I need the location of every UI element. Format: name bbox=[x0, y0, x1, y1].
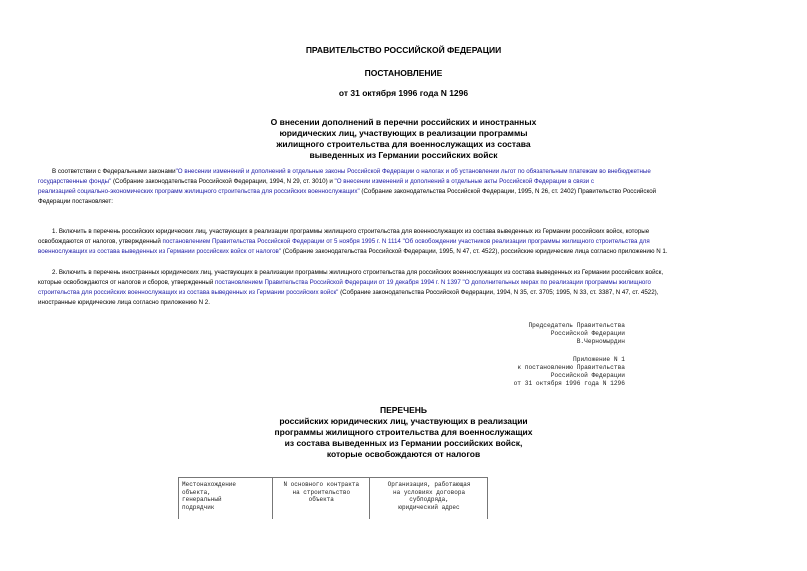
header-text: Организация, работающая bbox=[387, 481, 471, 488]
appendix-date: от 31 октября 1996 года N 1296 bbox=[513, 380, 625, 387]
law-link-taxes-cont[interactable]: государственные фонды" bbox=[38, 178, 112, 185]
resolution-link-1397-cont[interactable]: строительства для российских военнослужащих из состава выведенных из Германии российских войск" bbox=[38, 289, 339, 296]
signer-name: В.Черномырдин bbox=[576, 338, 625, 345]
appendix-ref: к постановлению Правительства bbox=[517, 364, 625, 371]
resolution-link-1114[interactable]: постановлением Правительства Российской Федерации от 5 ноября 1995 г. N 1114 "Об освобождении участников реализации программы жилищного строительства для bbox=[162, 238, 650, 245]
header-text: объекта bbox=[308, 496, 334, 503]
appendix-header bbox=[470, 356, 625, 388]
table-header-location bbox=[179, 478, 273, 520]
header-text: субподряда, bbox=[409, 496, 449, 503]
header-text: подрядчик bbox=[182, 503, 215, 511]
item-2-text: которые освобождаются от налогов и сборов, утвержденный bbox=[38, 279, 216, 286]
item-1-text: освобождаются от налогов, утвержденный bbox=[38, 238, 163, 245]
preamble-text: Федерации постановляет: bbox=[38, 198, 113, 205]
list-title bbox=[0, 405, 807, 460]
subject-line: О внесении дополнений в перечни российских и иностранных bbox=[270, 117, 537, 127]
header-text: на условиях договора bbox=[393, 488, 466, 496]
subject-line: выведенных из Германии российских войск bbox=[309, 150, 498, 160]
document-type: ПОСТАНОВЛЕНИЕ bbox=[364, 68, 443, 78]
preamble-text: (Собрание законодательства Российской Федерации, 1995, N 26, ст. 2402) Правительство Российской bbox=[359, 188, 657, 195]
table-header-contract bbox=[272, 478, 370, 520]
entities-table bbox=[178, 477, 488, 519]
list-heading: ПЕРЕЧЕНЬ bbox=[379, 405, 427, 415]
document-date-number: от 31 октября 1996 года N 1296 bbox=[338, 88, 469, 98]
signer-org: Российской Федерации bbox=[550, 330, 625, 337]
header-text: на строительство bbox=[292, 488, 351, 496]
header-text: объекта, bbox=[182, 488, 211, 496]
government-title: ПРАВИТЕЛЬСТВО РОССИЙСКОЙ ФЕДЕРАЦИИ bbox=[305, 45, 502, 55]
law-link-housing[interactable]: "О внесении изменений и дополнений в отдельные акты Российской Федерации в связи с bbox=[334, 178, 594, 185]
preamble-text: (Собрание законодательства Российской Федерации, 1994, N 29, ст. 3010) и bbox=[111, 178, 335, 185]
table-header-subcontractor bbox=[370, 478, 488, 520]
list-title-line: российских юридических лиц, участвующих в реализации bbox=[279, 416, 528, 426]
item-1-paragraph bbox=[38, 227, 769, 257]
item-1-text: 1. Включить в перечень российских юридических лиц, участвующих в реализации программы жилищного строительства для военнослужащих из состава выведенных из Германии российских войск, которые bbox=[52, 228, 650, 235]
appendix-ref: Российской Федерации bbox=[550, 372, 625, 379]
list-title-line: программы жилищного строительства для военнослужащих bbox=[274, 427, 533, 437]
header-text: генеральный bbox=[182, 496, 222, 503]
item-2-text: (Собрание законодательства Российской Федерации, 1994, N 35, ст. 3705; 1995, N 33, ст. 3387, N 47, ст. 4522), bbox=[338, 289, 659, 296]
header-text: юридический адрес bbox=[398, 503, 460, 511]
signer-role: Председатель Правительства bbox=[528, 322, 625, 329]
resolution-link-1397[interactable]: постановлением Правительства Российской Федерации от 19 декабря 1994 г. N 1397 "О дополнительных мерах по реализации программы жилищного bbox=[215, 279, 651, 286]
list-title-line: из состава выведенных из Германии российских войск, bbox=[284, 438, 523, 448]
preamble-paragraph bbox=[38, 167, 769, 207]
header-text: Местонахождение bbox=[182, 481, 237, 488]
subject-line: жилищного строительства для военнослужащих из состава bbox=[276, 139, 531, 149]
resolution-link-1114-cont[interactable]: военнослужащих из состава выведенных из Германии российских войск от налогов" bbox=[38, 248, 282, 255]
item-2-text: иностранные юридические лица согласно приложению N 2. bbox=[38, 299, 210, 306]
preamble-text: В соответствии с Федеральными законами bbox=[52, 168, 176, 175]
signature-block bbox=[470, 322, 625, 346]
item-2-text: 2. Включить в перечень иностранных юридических лиц, участвующих в реализации программы жилищного строительства для российских военнослужащих из состава выведенных из Германии российских войск, bbox=[52, 269, 664, 276]
table-header-row bbox=[179, 478, 488, 520]
document-subject bbox=[0, 117, 807, 161]
header-text: N основного контракта bbox=[283, 481, 360, 488]
law-link-taxes[interactable]: "О внесении изменений и дополнений в отдельные законы Российской Федерации о налогах и об установлении льгот по обязательным платежам во внебюджетные bbox=[175, 168, 651, 175]
law-link-housing-cont[interactable]: реализацией социально-экономических программ жилищного строительства для российских военнослужащих" bbox=[38, 188, 360, 195]
appendix-number: Приложение N 1 bbox=[573, 356, 625, 363]
item-1-text: (Собрание законодательства Российской Федерации, 1995, N 47, ст. 4522), российские юридические лица согласно приложению N 1. bbox=[281, 248, 668, 255]
subject-line: юридических лиц, участвующих в реализации программы bbox=[279, 128, 528, 138]
list-title-line: которые освобождаются от налогов bbox=[326, 449, 481, 459]
item-2-paragraph bbox=[38, 268, 769, 308]
